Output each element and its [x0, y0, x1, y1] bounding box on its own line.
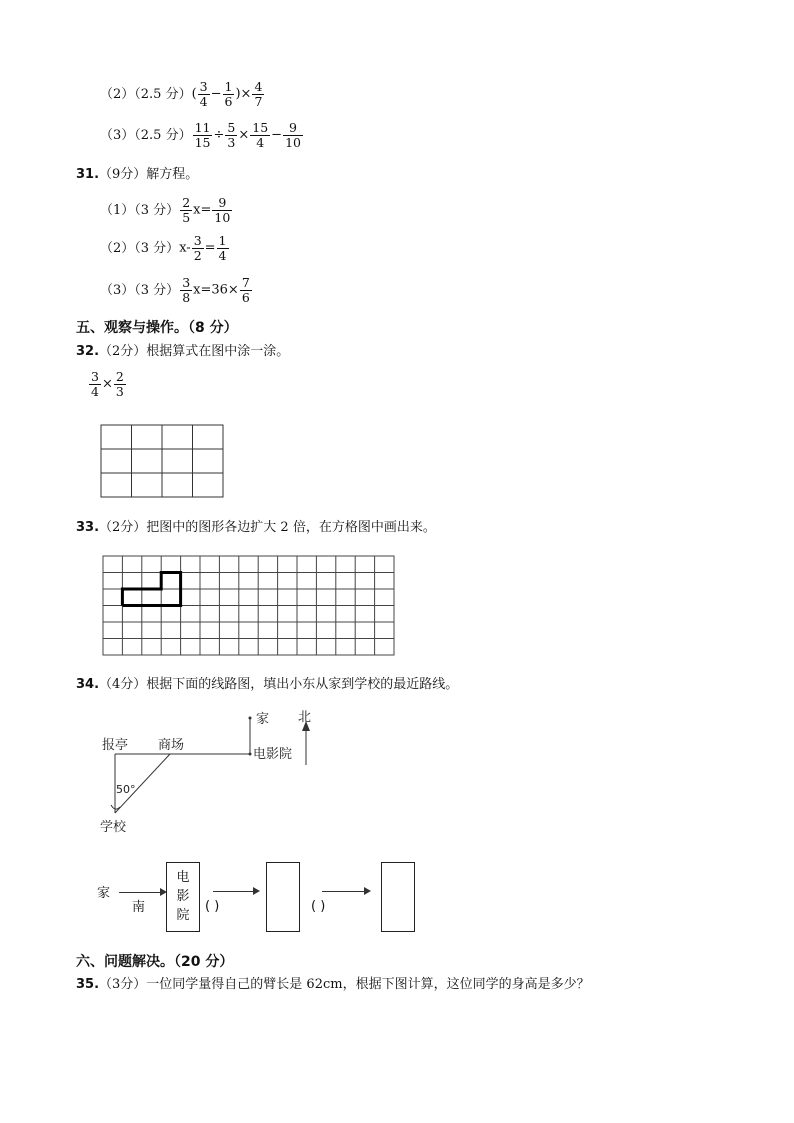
q30-part2-label: （2）（2.5 分）	[100, 87, 192, 102]
operator: =	[204, 240, 216, 256]
numerator: 1	[218, 233, 227, 248]
denominator: 7	[254, 94, 263, 109]
paren-open: (	[191, 86, 197, 102]
denominator: 2	[193, 248, 202, 263]
q31-part3	[100, 276, 253, 305]
fraction	[225, 121, 237, 150]
cinema-dot	[249, 753, 252, 756]
question-number: 32.	[76, 344, 100, 359]
question-text: （2分）根据算式在图中涂一涂。	[99, 344, 290, 359]
operator: −	[271, 127, 283, 143]
numerator: 11	[194, 120, 211, 135]
home-dot	[249, 717, 252, 720]
numerator: 3	[193, 233, 202, 248]
denominator: 10	[285, 135, 301, 150]
fraction	[192, 234, 204, 263]
numerator: 5	[227, 120, 236, 135]
operator: ×	[238, 127, 250, 143]
route-paren-2[interactable]: ( )	[311, 899, 326, 914]
part-label: （2）（3 分）	[100, 241, 180, 256]
map-label-angle: 50°	[116, 783, 136, 796]
fraction	[198, 80, 210, 109]
q33-text	[76, 520, 436, 536]
denominator: 15	[194, 135, 211, 150]
fraction	[114, 370, 126, 399]
map-label-home: 家	[256, 712, 270, 727]
numerator: 2	[182, 195, 191, 210]
fraction	[283, 121, 303, 150]
question-number: 31.	[76, 167, 100, 182]
map-label-cinema: 电影院	[253, 747, 293, 762]
operator: −	[210, 86, 222, 102]
denominator: 6	[241, 290, 250, 305]
fraction	[193, 121, 213, 150]
question-number: 33.	[76, 520, 100, 535]
q32-grid	[100, 424, 225, 499]
route-arrow-2	[213, 891, 255, 892]
route-box-cinema	[166, 862, 200, 932]
numerator: 4	[254, 79, 263, 94]
denominator: 8	[182, 290, 191, 305]
q30-part3-label: （3）（2.5 分）	[100, 128, 192, 143]
numerator: 1	[224, 79, 233, 94]
operator: ×	[101, 376, 113, 392]
box-char: 院	[176, 908, 190, 923]
part-label: （1）（3 分）	[100, 203, 180, 218]
part-label: （3）（3 分）	[100, 283, 180, 298]
q34-text	[76, 677, 458, 693]
fraction	[180, 276, 192, 305]
numerator: 3	[199, 79, 208, 94]
denominator: 3	[115, 384, 124, 399]
q30-part3	[100, 121, 304, 150]
route-answer-box-1[interactable]	[266, 862, 300, 932]
q33-grid	[102, 555, 396, 657]
question-number: 34.	[76, 677, 100, 692]
operator: ×	[240, 86, 252, 102]
fraction	[252, 80, 264, 109]
fraction	[180, 196, 192, 225]
route-arrow-1	[119, 892, 163, 893]
numerator: 15	[252, 120, 269, 135]
q32-text	[76, 344, 289, 360]
denominator: 4	[218, 248, 227, 263]
q35-text	[76, 977, 590, 993]
box-char: 影	[176, 889, 190, 904]
q34-route-map	[90, 705, 330, 840]
question-text: （3分）一位同学量得自己的臂长是 62cm，根据下图计算，这位同学的身高是多少？	[99, 977, 590, 992]
denominator: 4	[199, 94, 208, 109]
denominator: 4	[91, 384, 99, 399]
q32-expression	[88, 370, 127, 399]
denominator: 3	[227, 135, 236, 150]
box-char: 电	[176, 870, 190, 885]
fraction	[240, 276, 252, 305]
equation-text: x=36×	[193, 282, 239, 298]
arrow-head-icon	[253, 887, 260, 895]
operator: ÷	[213, 127, 225, 143]
section-five-heading: 五、观察与操作。（8 分）	[76, 320, 238, 336]
map-label-newsstand: 报亭	[102, 738, 129, 753]
question-text: （9分）解方程。	[99, 167, 199, 182]
q30-part2	[100, 80, 265, 109]
route-start-label: 家	[97, 886, 111, 901]
fraction	[250, 121, 270, 150]
map-label-north: 北	[298, 710, 312, 725]
q31-part2	[100, 234, 230, 263]
question-number: 35.	[76, 977, 100, 992]
fraction	[217, 234, 229, 263]
route-answer-box-2[interactable]	[381, 862, 415, 932]
map-label-mall: 商场	[158, 738, 185, 753]
paren-close: )	[235, 86, 241, 102]
fraction	[223, 80, 235, 109]
denominator: 5	[182, 210, 191, 225]
q31-title	[76, 167, 198, 183]
numerator: 2	[115, 369, 124, 384]
numerator: 3	[91, 369, 99, 384]
equation-text: x-	[179, 240, 191, 256]
q31-part1	[100, 196, 233, 225]
fraction	[89, 370, 101, 399]
numerator: 9	[212, 196, 232, 211]
question-text: （4分）根据下面的线路图，填出小东从家到学校的最近路线。	[99, 677, 459, 692]
numerator: 7	[241, 275, 250, 290]
route-paren-1[interactable]: ( )	[205, 899, 220, 914]
numerator: 3	[182, 275, 191, 290]
denominator: 6	[224, 94, 233, 109]
denominator: 4	[256, 135, 265, 150]
question-text: （2分）把图中的图形各边扩大 2 倍，在方格图中画出来。	[99, 520, 436, 535]
arrow-head-icon	[364, 887, 371, 895]
numerator: 9	[283, 121, 303, 136]
map-label-school: 学校	[100, 820, 127, 835]
fraction	[212, 196, 232, 225]
section-six-heading: 六、问题解决。（20 分）	[76, 954, 234, 970]
denominator: 10	[214, 210, 231, 225]
route-direction-label: 南	[132, 900, 146, 915]
route-arrow-3	[322, 891, 366, 892]
equation-text: x=	[193, 202, 212, 218]
